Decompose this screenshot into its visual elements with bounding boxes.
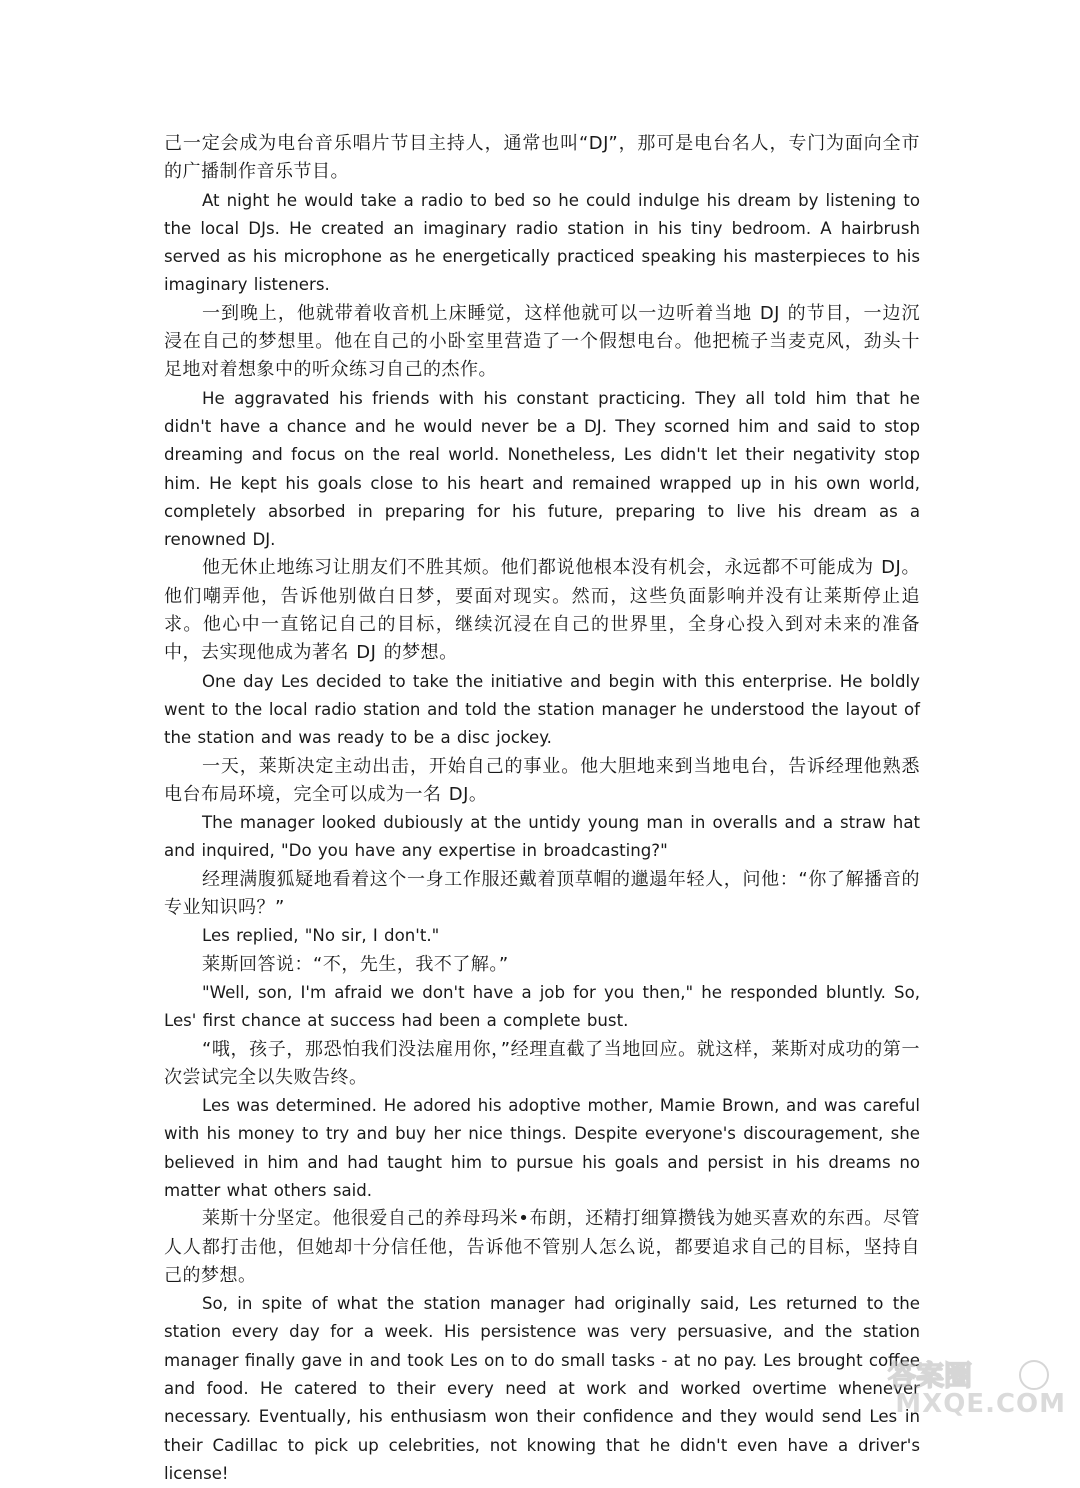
paragraph-11: "Well, son, I'm afraid we don't have a job for you then," he responded bluntly. So, Les' first chance at success had been a complete bust. — [164, 982, 920, 1031]
paragraph-8: 经理满腹狐疑地看着这个一身工作服还戴着顶草帽的邋遢年轻人，问他：“你了解播音的专业知识吗？” — [164, 868, 920, 919]
watermark-logo-text: 答案圈 — [888, 1359, 973, 1391]
paragraph-14: 莱斯十分坚定。他很爱自己的养母玛米•布朗，还精打细算攒钱为她买喜欢的东西。尽管人人都打击他，但她却十分信任他，告诉他不管别人怎么说，都要追求自己的目标，坚持自己的梦想。 — [164, 1208, 920, 1286]
paragraph-5: One day Les decided to take the initiative and begin with this enterprise. He boldly went to the local radio station and told the station manager he understood the layout of the station and was ready to be a disc jockey. — [164, 671, 920, 748]
paragraph-6: 一天，莱斯决定主动出击，开始自己的事业。他大胆地来到当地电台，告诉经理他熟悉电台布局环境，完全可以成为一名 DJ。 — [164, 755, 920, 805]
paragraph-4: 他无休止地练习让朋友们不胜其烦。他们都说他根本没有机会，永远都不可能成为 DJ。他们嘲弄他，告诉他别做白日梦，要面对现实。然而，这些负面影响并没有让莱斯停止追求。他心中一直铭记自己的目标，继续沉浸在自己的世界里，全身心投入到对未来的准备中，去实现他成为著名 DJ 的梦想。 — [164, 557, 920, 664]
paragraph-2: 一到晚上，他就带着收音机上床睡觉，这样他就可以一边听着当地 DJ 的节目，一边沉浸在自己的梦想里。他在自己的小卧室里营造了一个假想电台。他把梳子当麦克风，劲头十足地对着想象中的听众练习自己的杰作。 — [164, 302, 920, 381]
paragraph-9: Les replied, "No sir, I don't." — [202, 926, 440, 946]
paragraph-15: So, in spite of what the station manager had originally said, Les returned to the station every day for a week. His persistence was very persuasive, and the station manager finally gave in and took Les on to do small tasks - at no pay. Les brought coffee and food. He catered to their every need at work and worked overtime whenever necessary. Eventually, his enthusiasm won their confidence and they would send Les in their Cadillac to pick up celebrities, not knowing that he didn't even have a driver's license! — [164, 1294, 920, 1483]
paragraph-10: 莱斯回答说：“不，先生，我不了解。” — [202, 953, 509, 975]
paragraph-12: “哦，孩子，那恐怕我们没法雇用你，”经理直截了当地回应。就这样，莱斯对成功的第一次尝试完全以失败告终。 — [164, 1038, 920, 1088]
watermark-text: MXQE.COM — [895, 1389, 1066, 1419]
paragraph-13: Les was determined. He adored his adoptive mother, Mamie Brown, and was careful with his money to try and buy her nice things. Despite everyone's discouragement, she believed in him and had taught him to pursue his goals and persist in his dreams no matter what others said. — [164, 1096, 920, 1200]
site-watermark — [876, 1357, 1066, 1419]
paragraph-0: 己一定会成为电台音乐唱片节目主持人，通常也叫“DJ”，那可是电台名人，专门为面向全市的广播制作音乐节目。 — [164, 133, 920, 183]
document-body — [164, 130, 920, 1488]
paragraph-7: The manager looked dubiously at the untidy young man in overalls and a straw hat and inquired, "Do you have any expertise in broadcasting?" — [164, 813, 920, 861]
paragraph-1: At night he would take a radio to bed so he could indulge his dream by listening to the local DJs. He created an imaginary radio station in his tiny bedroom. A hairbrush served as his microphone as he energetically practiced speaking his masterpieces to his imaginary listeners. — [164, 190, 920, 295]
paragraph-3: He aggravated his friends with his constant practicing. They all told him that he didn't have a chance and he would never be a DJ. They scorned him and said to stop dreaming and focus on the real world. Nonetheless, Les didn't let their negativity stop him. He kept his goals close to his heart and remained wrapped up in his own world, completely absorbed in preparing for his future, preparing to live his dream as a renowned DJ. — [164, 388, 920, 550]
watermark-logo-icon — [884, 1357, 1054, 1391]
